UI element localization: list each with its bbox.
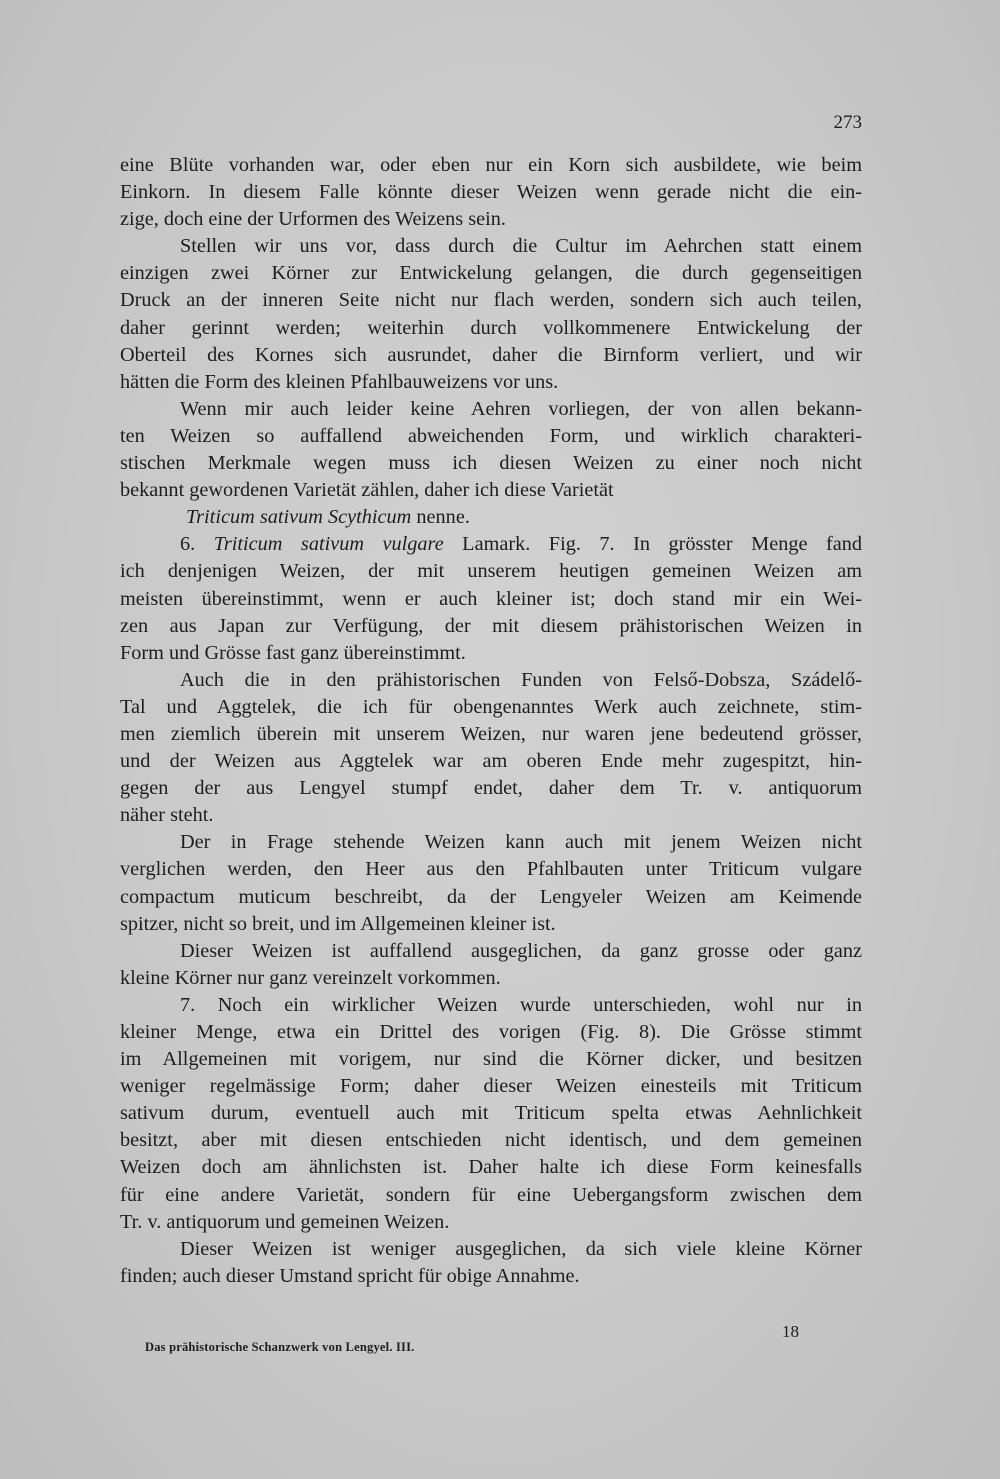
text-line: Tr. v. antiquorum und gemeinen Weizen. bbox=[120, 1210, 450, 1233]
text-line: compactum muticum beschreibt, da der Lengyeler Weizen am Keimende bbox=[120, 885, 862, 908]
text-line: kleine Körner nur ganz vereinzelt vorkommen. bbox=[120, 966, 501, 989]
text-line: stischen Merkmale wegen muss ich diesen Weizen zu einer noch nicht bbox=[120, 452, 862, 475]
text-line: weniger regelmässige Form; daher dieser Weizen einesteils mit Triticum bbox=[120, 1075, 862, 1098]
text-line: Wenn mir auch leider keine Aehren vorliegen, der von allen bekann- bbox=[180, 397, 862, 420]
text-line: Dieser Weizen ist auffallend ausgeglichen, da ganz grosse oder ganz bbox=[180, 939, 862, 962]
text-line: zige, doch eine der Urformen des Weizens sein. bbox=[120, 208, 507, 231]
text-line: zen aus Japan zur Verfügung, der mit diesem prähistorischen Weizen in bbox=[120, 614, 862, 637]
species-name: Triticum sativum vulgare bbox=[213, 533, 444, 556]
text-line: für eine andere Varietät, sondern für eine Uebergangsform zwischen dem bbox=[120, 1183, 862, 1206]
text-line: gegen der aus Lengyel stumpf endet, daher dem Tr. v. antiquorum bbox=[120, 777, 862, 800]
text-line: Auch die in den prähistorischen Funden von Felső-Dobsza, Szádelő- bbox=[180, 668, 862, 691]
text-line: spitzer, nicht so breit, und im Allgemeinen kleiner ist. bbox=[120, 912, 556, 935]
text-line: Tal und Aggtelek, die ich für obengenanntes Werk auch zeichnete, stim- bbox=[120, 695, 862, 718]
text-line: einzigen zwei Körner zur Entwickelung gelangen, die durch gegenseitigen bbox=[120, 262, 862, 285]
body-text bbox=[120, 152, 862, 1290]
section-number: 6. bbox=[180, 533, 214, 556]
text-line: hätten die Form des kleinen Pfahlbauweizens vor uns. bbox=[120, 370, 559, 393]
text-line: meisten übereinstimmt, wenn er auch kleiner ist; doch stand mir ein Wei- bbox=[120, 587, 862, 610]
text-line: finden; auch dieser Umstand spricht für obige Annahme. bbox=[120, 1264, 580, 1287]
text-line: Oberteil des Kornes sich ausrundet, daher die Birnform verliert, und wir bbox=[120, 343, 862, 366]
text-line: bekannt gewordenen Varietät zählen, daher ich diese Varietät bbox=[120, 479, 614, 502]
text-line: Stellen wir uns vor, dass durch die Cultur im Aehrchen statt einem bbox=[180, 235, 862, 258]
text-line: kleiner Menge, etwa ein Drittel des vorigen (Fig. 8). Die Grösse stimmt bbox=[120, 1021, 862, 1043]
text-line: eine Blüte vorhanden war, oder eben nur ein Korn sich ausbildete, wie beim bbox=[120, 154, 862, 176]
text-line: men ziemlich überein mit unserem Weizen, nur waren jene bedeutend grösser, bbox=[120, 722, 862, 745]
footer-title: Das prähistorische Schanzwerk von Lengyel. III. bbox=[145, 1340, 415, 1354]
text-line bbox=[120, 531, 862, 558]
text-fragment: nenne. bbox=[411, 506, 470, 529]
text-line: 7. Noch ein wirklicher Weizen wurde unterschieden, wohl nur in bbox=[180, 993, 862, 1016]
text-line: verglichen werden, den Heer aus den Pfahlbauten unter Triticum vulgare bbox=[120, 858, 862, 881]
text-line: besitzt, aber mit diesen entschieden nicht identisch, und dem gemeinen bbox=[120, 1129, 862, 1152]
text-line: Druck an der inneren Seite nicht nur flach werden, sondern sich auch teilen, bbox=[120, 289, 862, 312]
signature-mark: 18 bbox=[782, 1322, 799, 1341]
text-line: daher gerinnt werden; weiterhin durch vollkommenere Entwickelung der bbox=[120, 316, 862, 339]
text-line bbox=[120, 504, 862, 531]
text-line: und der Weizen aus Aggtelek war am oberen Ende mehr zugespitzt, hin- bbox=[120, 750, 862, 773]
text-line: ten Weizen so auffallend abweichenden Form, und wirklich charakteri- bbox=[120, 424, 862, 447]
text-line: Einkorn. In diesem Falle könnte dieser Weizen wenn gerade nicht die ein- bbox=[120, 181, 862, 204]
text-line: Weizen doch am ähnlichsten ist. Daher halte ich diese Form keinesfalls bbox=[120, 1156, 862, 1179]
text-line: Form und Grösse fast ganz übereinstimmt. bbox=[120, 641, 466, 664]
variety-name: Triticum sativum Scythicum bbox=[186, 506, 412, 529]
text-line: im Allgemeinen mit vorigem, nur sind die Körner dicker, und besitzen bbox=[120, 1048, 862, 1071]
text-line: Der in Frage stehende Weizen kann auch mit jenem Weizen nicht bbox=[180, 831, 862, 854]
text-line: Dieser Weizen ist weniger ausgeglichen, da sich viele kleine Körner bbox=[180, 1237, 862, 1260]
text-line: näher steht. bbox=[120, 804, 214, 827]
text-line: sativum durum, eventuell auch mit Triticum spelta etwas Aehnlichkeit bbox=[120, 1102, 862, 1125]
text-line: ich denjenigen Weizen, der mit unserem heutigen gemeinen Weizen am bbox=[120, 560, 862, 583]
page-number: 273 bbox=[833, 112, 862, 133]
text-fragment: Lamark. Fig. 7. In grösster Menge fand bbox=[443, 533, 863, 556]
